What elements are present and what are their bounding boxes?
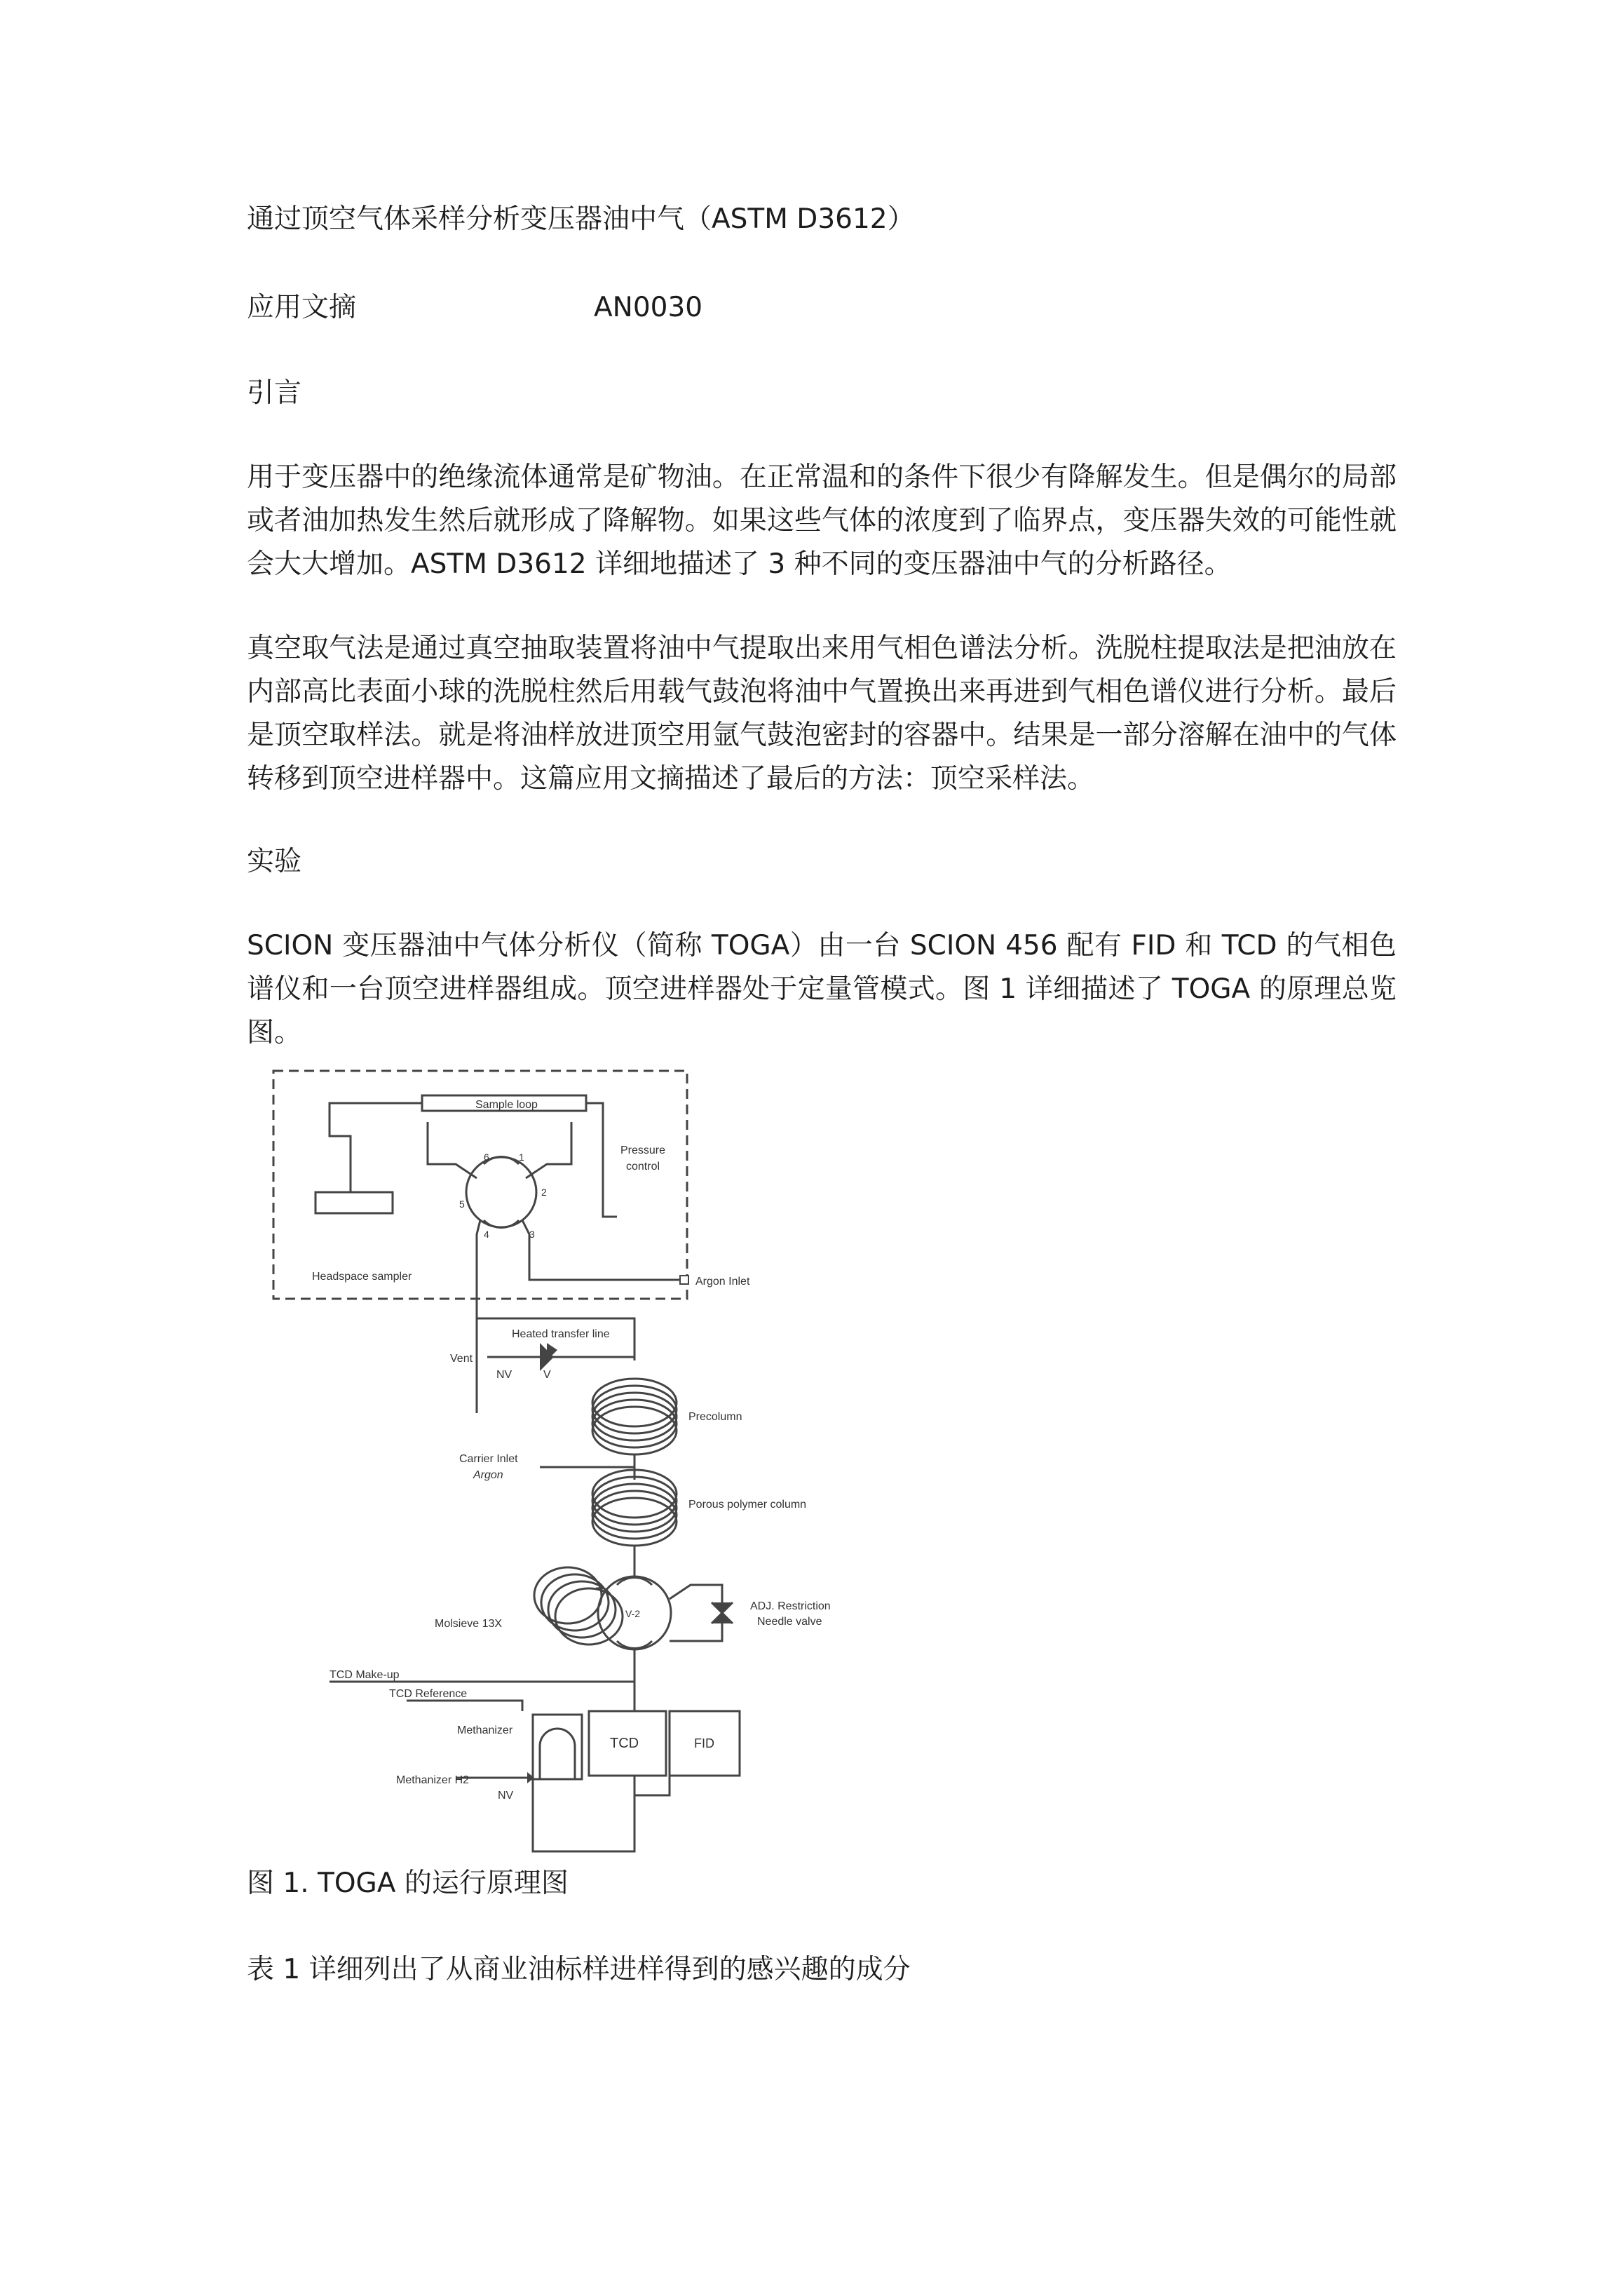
label-heated-transfer-line: Heated transfer line [512, 1328, 610, 1340]
section-heading-experiment: 实验 [247, 846, 302, 877]
label-headspace-sampler: Headspace sampler [312, 1271, 412, 1283]
label-tcd-makeup: TCD Make-up [330, 1669, 400, 1681]
doc-number: AN0030 [594, 292, 703, 323]
label-v2: V-2 [625, 1608, 641, 1619]
label-pressure-control-1: Pressure [620, 1144, 666, 1156]
label-fid: FID [694, 1736, 714, 1750]
label-precolumn: Precolumn [688, 1411, 742, 1423]
document-title: 通过顶空气体采样分析变压器油中气（ASTM D3612） [247, 203, 915, 235]
label-pressure-control-2: control [626, 1161, 660, 1173]
label-needle-valve: Needle valve [757, 1616, 822, 1628]
doc-meta-row [247, 286, 1397, 330]
label-methanizer: Methanizer [457, 1724, 513, 1736]
label-sample-loop: Sample loop [475, 1099, 538, 1111]
label-adj-restriction: ADJ. Restriction [750, 1600, 831, 1612]
label-port-6: 6 [484, 1152, 489, 1163]
intro-paragraph-2: 真空取气法是通过真空抽取装置将油中气提取出来用气相色谱法分析。洗脱柱提取法是把油放在内部高比表面小球的洗脱柱然后用载气鼓泡将油中气置换出来再进到气相色谱仪进行分析。最后是顶空取样法。就是将油样放进顶空用氩气鼓泡密封的容器中。结果是一部分溶解在油中的气体转移到顶空进样器中。这篇应用文摘描述了最后的方法：顶空采样法。 [247, 633, 1397, 795]
doc-type: 应用文摘 [247, 292, 357, 323]
label-vent: Vent [450, 1353, 473, 1365]
precolumn-coil [592, 1379, 677, 1454]
label-porous-polymer-column: Porous polymer column [688, 1499, 807, 1511]
label-argon: Argon [473, 1469, 503, 1481]
label-v: V [543, 1369, 551, 1381]
label-methanizer-h2: Methanizer H2 [396, 1774, 470, 1786]
toga-schematic-diagram [238, 1048, 953, 1879]
label-port-3: 3 [529, 1229, 535, 1240]
porous-polymer-column-coil [592, 1470, 677, 1546]
label-nv: NV [496, 1369, 512, 1381]
table-intro-text: 表 1 详细列出了从商业油标样进样得到的感兴趣的成分 [247, 1954, 911, 1985]
label-tcd-reference: TCD Reference [389, 1688, 468, 1700]
section-heading-intro: 引言 [247, 377, 302, 409]
label-nv-2: NV [498, 1790, 514, 1802]
label-port-1: 1 [519, 1152, 524, 1163]
molsieve-coil [534, 1567, 623, 1645]
label-tcd: TCD [610, 1736, 639, 1751]
label-port-2: 2 [541, 1187, 547, 1198]
label-argon-inlet: Argon Inlet [695, 1276, 750, 1288]
intro-paragraph-1: 用于变压器中的绝缘流体通常是矿物油。在正常温和的条件下很少有降解发生。但是偶尔的局部或者油加热发生然后就形成了降解物。如果这些气体的浓度到了临界点，变压器失效的可能性就会大大增加。ASTM D3612 详细地描述了 3 种不同的变压器油中气的分析路径。 [247, 461, 1397, 580]
label-carrier-inlet: Carrier Inlet [459, 1453, 518, 1465]
figure-caption: 图 1. TOGA 的运行原理图 [247, 1868, 569, 1899]
experiment-paragraph: SCION 变压器油中气体分析仪（简称 TOGA）由一台 SCION 456 配有 FID 和 TCD 的气相色谱仪和一台顶空进样器组成。顶空进样器处于定量管模式。图 1 详细描述了 TOGA 的原理总览图。 [247, 930, 1397, 1048]
label-port-4: 4 [484, 1229, 489, 1240]
label-port-5: 5 [459, 1198, 465, 1210]
valve-v1 [466, 1157, 536, 1227]
label-molsieve: Molsieve 13X [435, 1618, 503, 1630]
